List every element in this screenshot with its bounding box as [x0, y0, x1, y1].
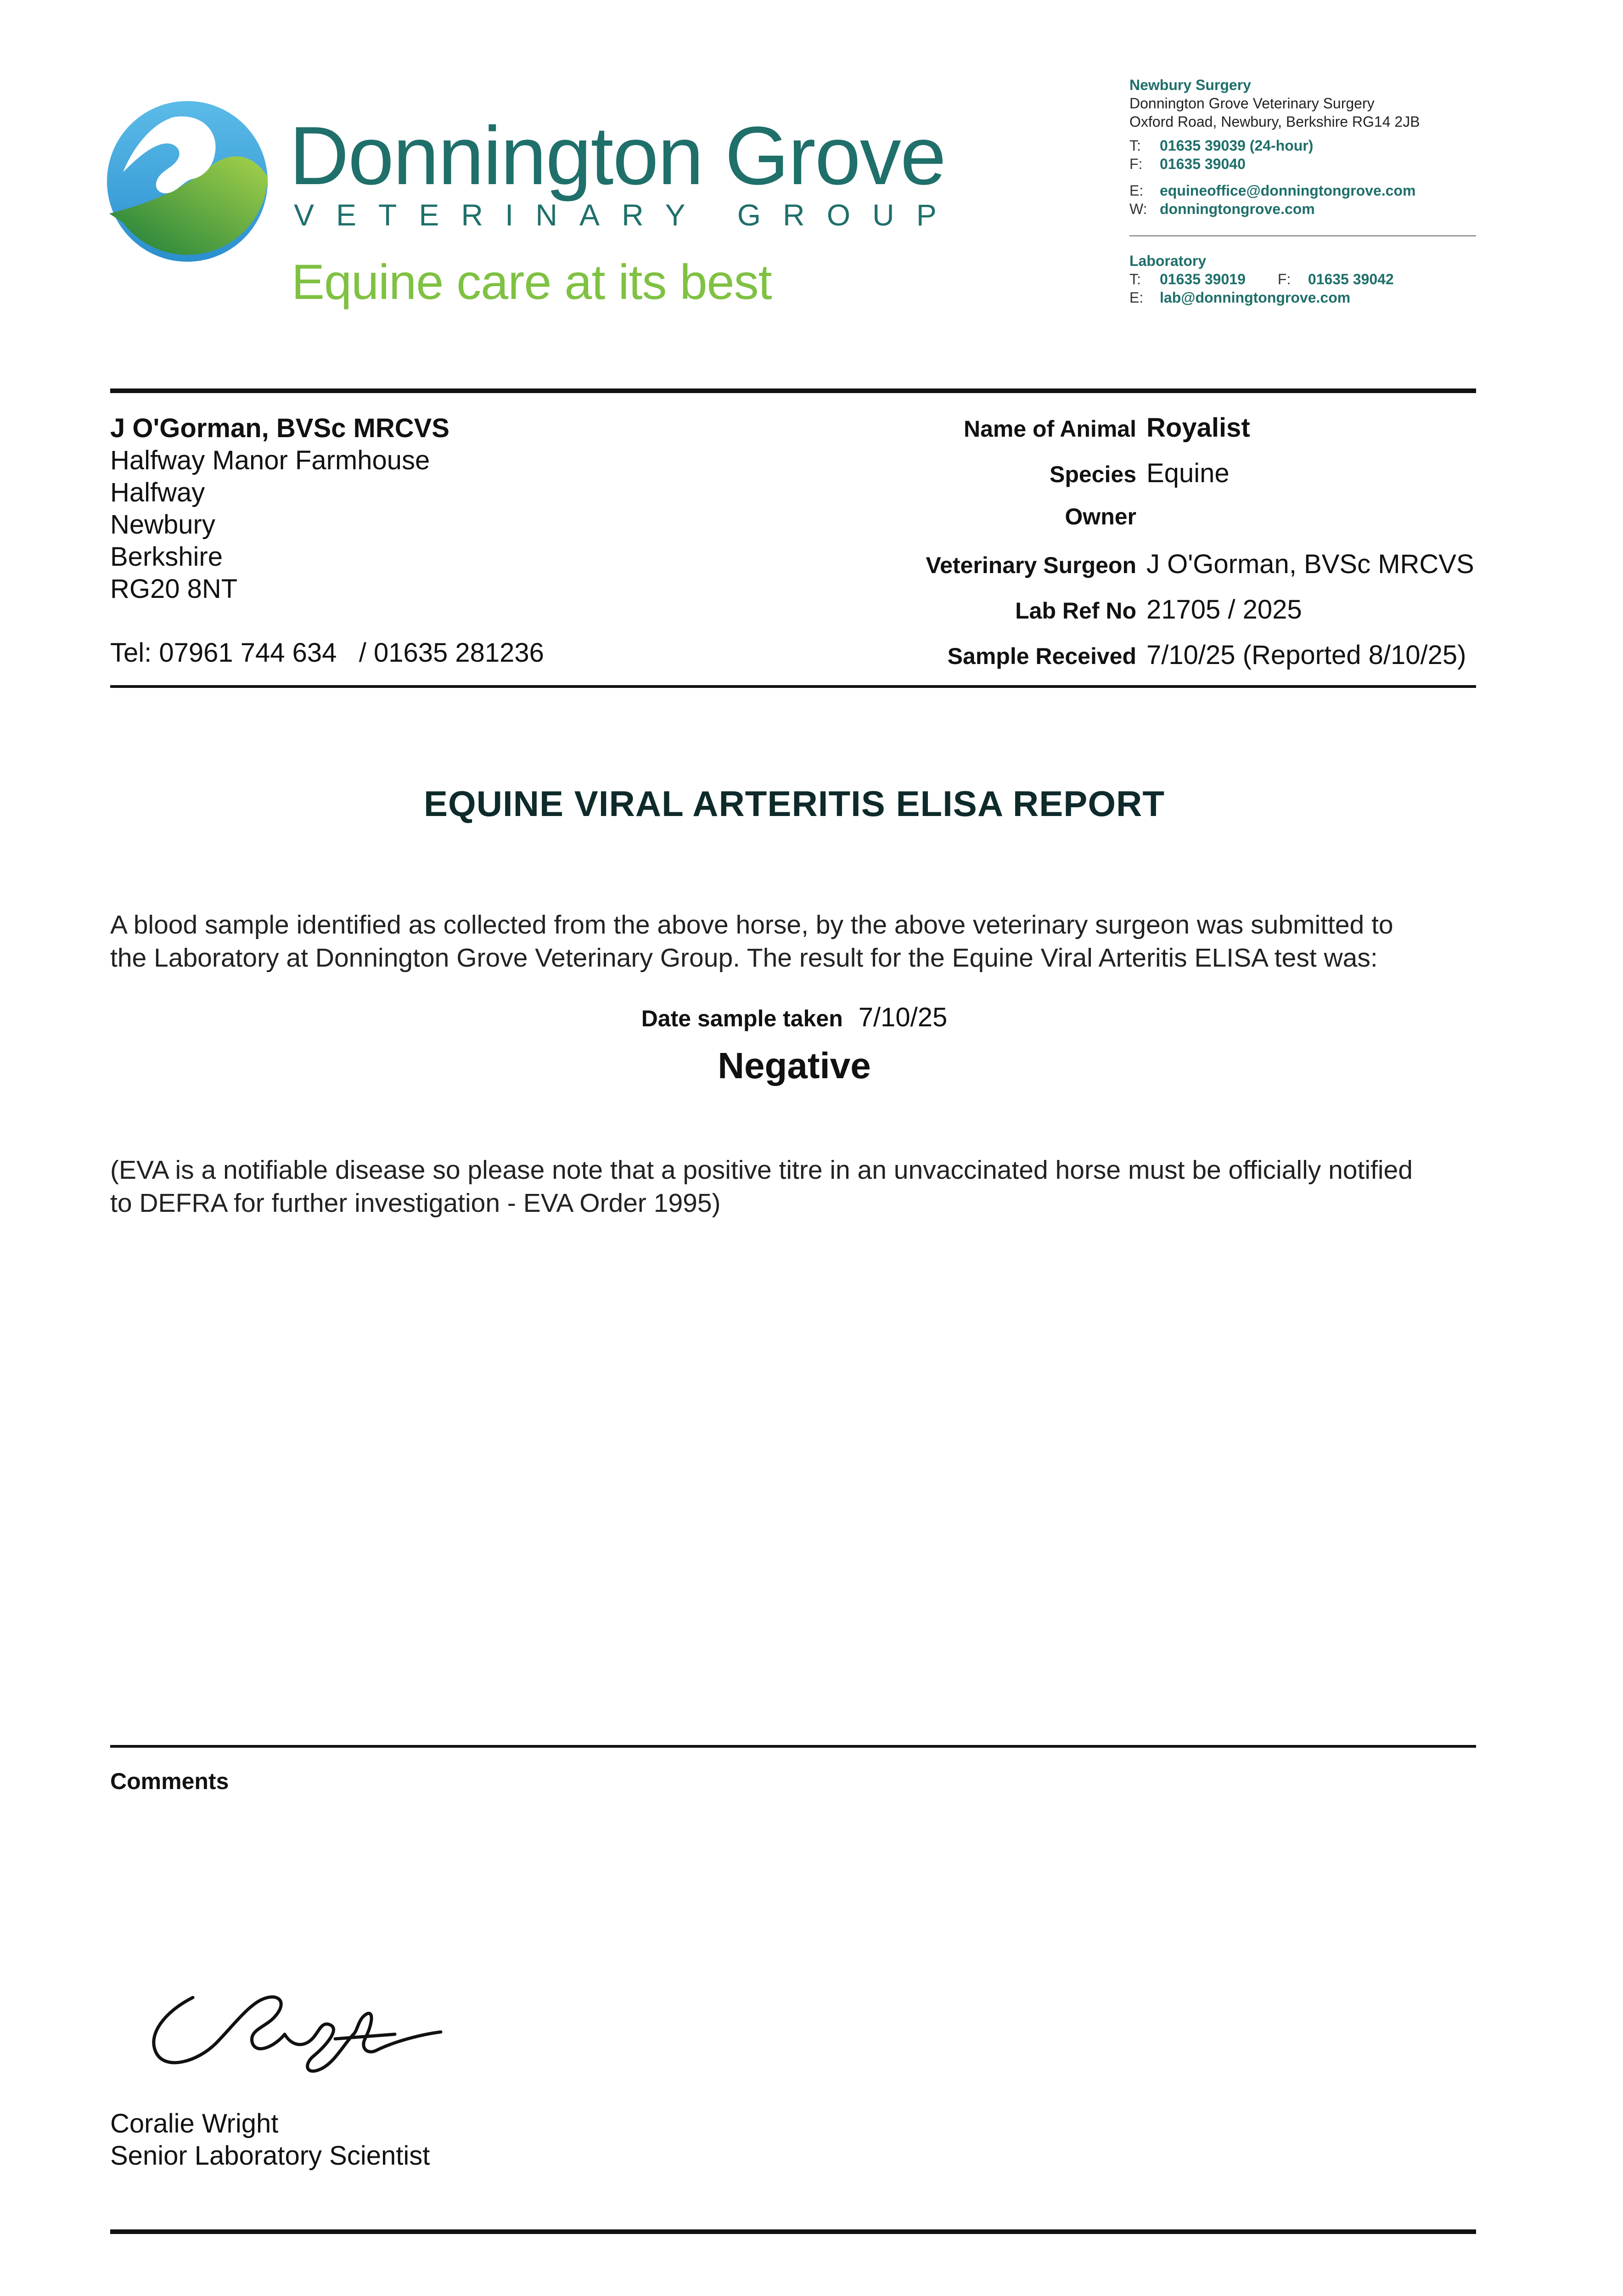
notifiable-disease-note — [110, 1154, 1488, 1220]
test-result: Negative — [718, 1045, 871, 1086]
detail-row-vet — [826, 549, 1474, 594]
lab-ref-value: 21705 / 2025 — [1146, 595, 1302, 625]
address-line1: Halfway Manor Farmhouse — [110, 445, 430, 475]
laboratory-fax: 01635 39042 — [1308, 271, 1394, 287]
report-body — [110, 908, 1483, 974]
recipient-name: J O'Gorman, BVSc MRCVS — [110, 413, 449, 443]
laboratory-tel-label: T: — [1129, 271, 1141, 287]
comments-label: Comments — [110, 1768, 229, 1794]
date-sample-taken-label: Date sample taken — [641, 1006, 843, 1031]
animal-name-label: Name of Animal — [963, 416, 1136, 442]
lab-ref-label: Lab Ref No — [1015, 598, 1136, 624]
details-divider — [110, 685, 1476, 688]
newbury-tel-label: T: — [1129, 137, 1141, 154]
signatory-name: Coralie Wright — [110, 2109, 279, 2138]
report-title: EQUINE VIRAL ARTERITIS ELISA REPORT — [424, 783, 1165, 824]
horse-head-logo-icon — [105, 99, 270, 264]
report-body-line1: A blood sample identified as collected from the above horse, by the above veterinary surgeon was submitted to — [110, 910, 1393, 940]
sample-received-label: Sample Received — [947, 643, 1136, 669]
species-label: Species — [1049, 461, 1136, 487]
contact-divider — [1129, 235, 1476, 236]
recipient-telephone: Tel: 07961 744 634 / 01635 281236 — [110, 638, 544, 668]
detail-row-species — [826, 458, 1474, 503]
newbury-web-label: W: — [1129, 201, 1147, 217]
detail-row-animal — [826, 412, 1474, 458]
detail-row-labref — [826, 594, 1474, 640]
detail-row-owner — [826, 503, 1474, 549]
animal-name: Royalist — [1146, 413, 1250, 443]
comments-divider — [110, 1745, 1476, 1748]
recipient-address — [110, 412, 449, 605]
address-line2: Halfway — [110, 478, 205, 507]
brand-tagline: Equine care at its best — [292, 254, 772, 310]
newbury-heading: Newbury Surgery — [1129, 77, 1251, 93]
brand-name: Donnington Grove — [289, 110, 945, 202]
header-divider — [110, 388, 1476, 393]
report-body-line2: the Laboratory at Donnington Grove Veterinary Group. The result for the Equine Viral Arteritis ELISA test was: — [110, 943, 1378, 973]
newbury-fax: 01635 39040 — [1160, 156, 1246, 172]
newbury-email-label: E: — [1129, 182, 1144, 199]
laboratory-email-link[interactable]: lab@donningtongrove.com — [1160, 289, 1351, 306]
laboratory-heading: Laboratory — [1129, 253, 1207, 269]
address-line4: Berkshire — [110, 542, 223, 572]
vet-surgeon-label: Veterinary Surgeon — [926, 552, 1136, 578]
date-sample-taken-value: 7/10/25 — [858, 1002, 948, 1032]
laboratory-tel: 01635 39019 — [1160, 271, 1246, 287]
laboratory-email-label: E: — [1129, 289, 1144, 306]
newbury-contact-block — [1129, 76, 1497, 218]
laboratory-fax-label: F: — [1277, 271, 1291, 287]
handwritten-signature — [138, 1965, 459, 2085]
footer-divider — [110, 2229, 1476, 2234]
brand-subtitle: VETERINARY GROUP — [294, 198, 959, 232]
newbury-address-line2: Oxford Road, Newbury, Berkshire RG14 2JB — [1129, 113, 1420, 130]
signatory — [110, 2108, 430, 2172]
note-line2: to DEFRA for further investigation - EVA Order 1995) — [110, 1188, 721, 1218]
address-line3: Newbury — [110, 510, 215, 540]
laboratory-contact-block — [1129, 252, 1497, 307]
sample-received-value: 7/10/25 (Reported 8/10/25) — [1146, 640, 1466, 670]
note-line1: (EVA is a notifiable disease so please note that a positive titre in an unvaccinated horse must be officially notified — [110, 1155, 1413, 1185]
signatory-title: Senior Laboratory Scientist — [110, 2141, 430, 2171]
date-sample-taken-row — [0, 1002, 1589, 1033]
owner-label: Owner — [1065, 504, 1136, 529]
detail-row-received — [826, 640, 1474, 685]
species-value: Equine — [1146, 458, 1230, 488]
address-postcode: RG20 8NT — [110, 574, 238, 604]
newbury-email-link[interactable]: equineoffice@donningtongrove.com — [1160, 182, 1416, 199]
vet-surgeon-value: J O'Gorman, BVSc MRCVS — [1146, 549, 1474, 579]
animal-details — [826, 412, 1474, 685]
newbury-fax-label: F: — [1129, 156, 1143, 172]
newbury-address-line1: Donnington Grove Veterinary Surgery — [1129, 95, 1375, 112]
newbury-website-link[interactable]: donningtongrove.com — [1160, 201, 1315, 217]
newbury-tel: 01635 39039 (24-hour) — [1160, 137, 1314, 154]
